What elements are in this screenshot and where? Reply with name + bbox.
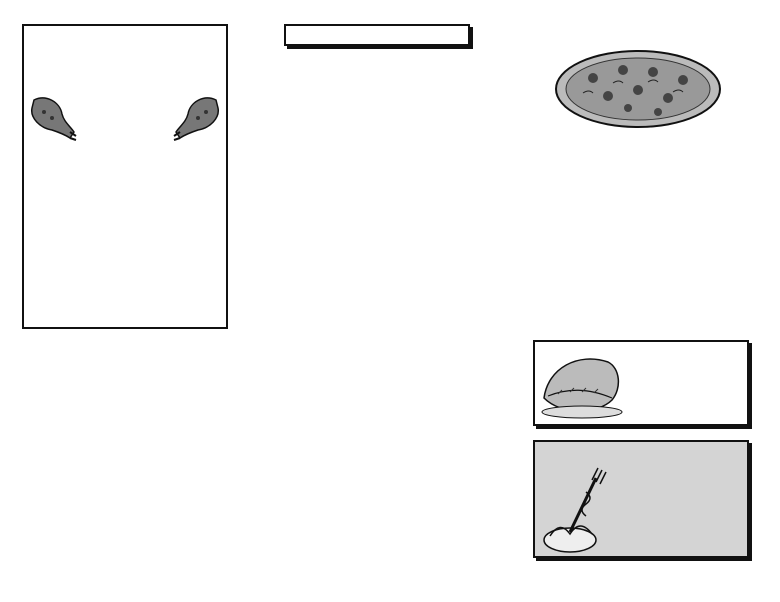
appetizers-panel <box>22 24 228 329</box>
chicken-wing-right-icon <box>172 92 224 144</box>
chicken-wing-left-icon <box>26 92 78 144</box>
calzone-illustration-icon <box>538 348 626 420</box>
pizza-illustration-icon <box>553 48 723 130</box>
pasta-fork-illustration-icon <box>540 466 612 556</box>
pizza-title <box>284 24 470 46</box>
